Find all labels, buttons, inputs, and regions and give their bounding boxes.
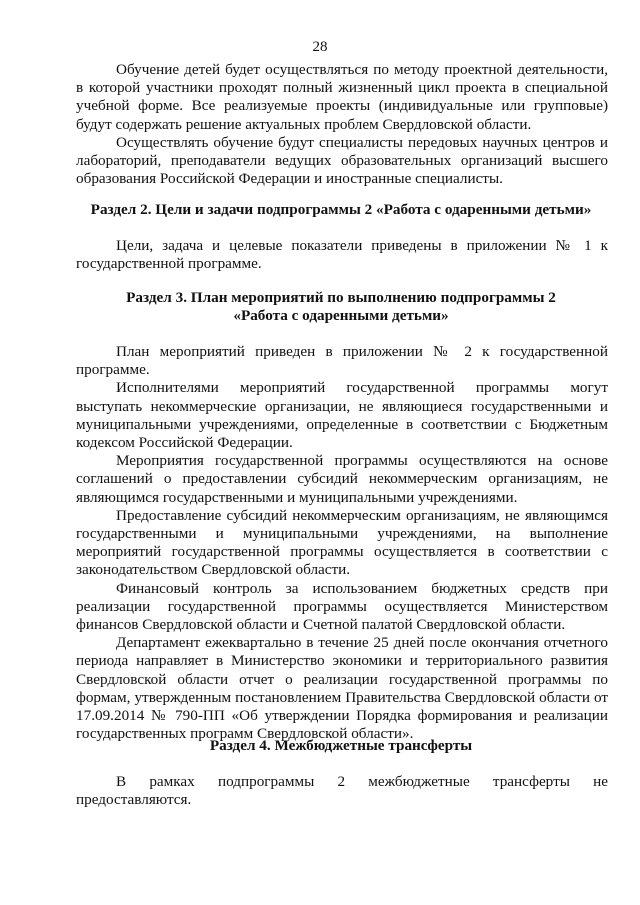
- paragraph: Исполнителями мероприятий государственной программы могут выступать некоммерческие организации, не являющиеся государственными и муниципальными учреждениями, определенные в соответствии с Бюджетным кодексом Российской Федерации.: [76, 379, 608, 452]
- paragraph: Предоставление субсидий некоммерческим организациям, не являющимся государственными и муниципальными учреждениями, на выполнение мероприятий государственной программы осуществляется в соответствии с законодательством Свердловской области.: [76, 506, 608, 579]
- section-2-heading: [66, 201, 616, 219]
- section-4-title: Раздел 4. Межбюджетные трансферты: [209, 737, 473, 754]
- page-number: 28: [312, 39, 328, 55]
- intro-block: [76, 61, 608, 188]
- section-4-heading: [66, 737, 616, 755]
- section-3-heading: [66, 289, 616, 325]
- paragraph: План мероприятий приведен в приложении № 2 к государственной программе.: [76, 343, 608, 379]
- paragraph: Осуществлять обучение будут специалисты передовых научных центров и лабораторий, преподаватели ведущих образовательных организаций высшего образования Российской Федерации и иностранные специалисты.: [76, 133, 608, 188]
- paragraph: Мероприятия государственной программы осуществляются на основе соглашений о предоставлении субсидий некоммерческим организациям, не являющимся государственными и муниципальными учреждениями.: [76, 452, 608, 506]
- paragraph: Финансовый контроль за использованием бюджетных средств при реализации государственной программы осуществляется Министерством финансов Свердловской области и Счетной палатой Свердловской области.: [76, 579, 608, 634]
- section-2-body: [76, 237, 608, 273]
- paragraph: Цели, задача и целевые показатели приведены в приложении № 1 к государственной программе.: [76, 237, 608, 273]
- paragraph: Обучение детей будет осуществляться по методу проектной деятельности, в которой участники проходят полный жизненный цикл проекта в специальной учебной форме. Все реализуемые проекты (индивидуальные или групповые) будут содержать решение актуальных проблем Свердловской области.: [76, 61, 608, 133]
- section-3-title-line1: Раздел 3. План мероприятий по выполнению подпрограммы 2: [126, 289, 556, 306]
- section-2-title: Раздел 2. Цели и задачи подпрограммы 2 «Работа с одаренными детьми»: [90, 201, 592, 218]
- section-4-body: [76, 773, 608, 809]
- paragraph: Департамент ежеквартально в течение 25 дней после окончания отчетного периода направляет в Министерство экономики и территориального развития Свердловской области отчет о реализации государственной программы по формам, утвержденным постановлением Правительства Свердловской области от 17.09.2014 № 790-ПП «Об утверждении Порядка формирования и реализации государственных программ Свердловской области».: [76, 634, 608, 743]
- section-3-body: [76, 343, 608, 743]
- paragraph: В рамках подпрограммы 2 межбюджетные трансферты не предоставляются.: [76, 773, 608, 809]
- section-3-title-line2: «Работа с одаренными детьми»: [233, 307, 449, 325]
